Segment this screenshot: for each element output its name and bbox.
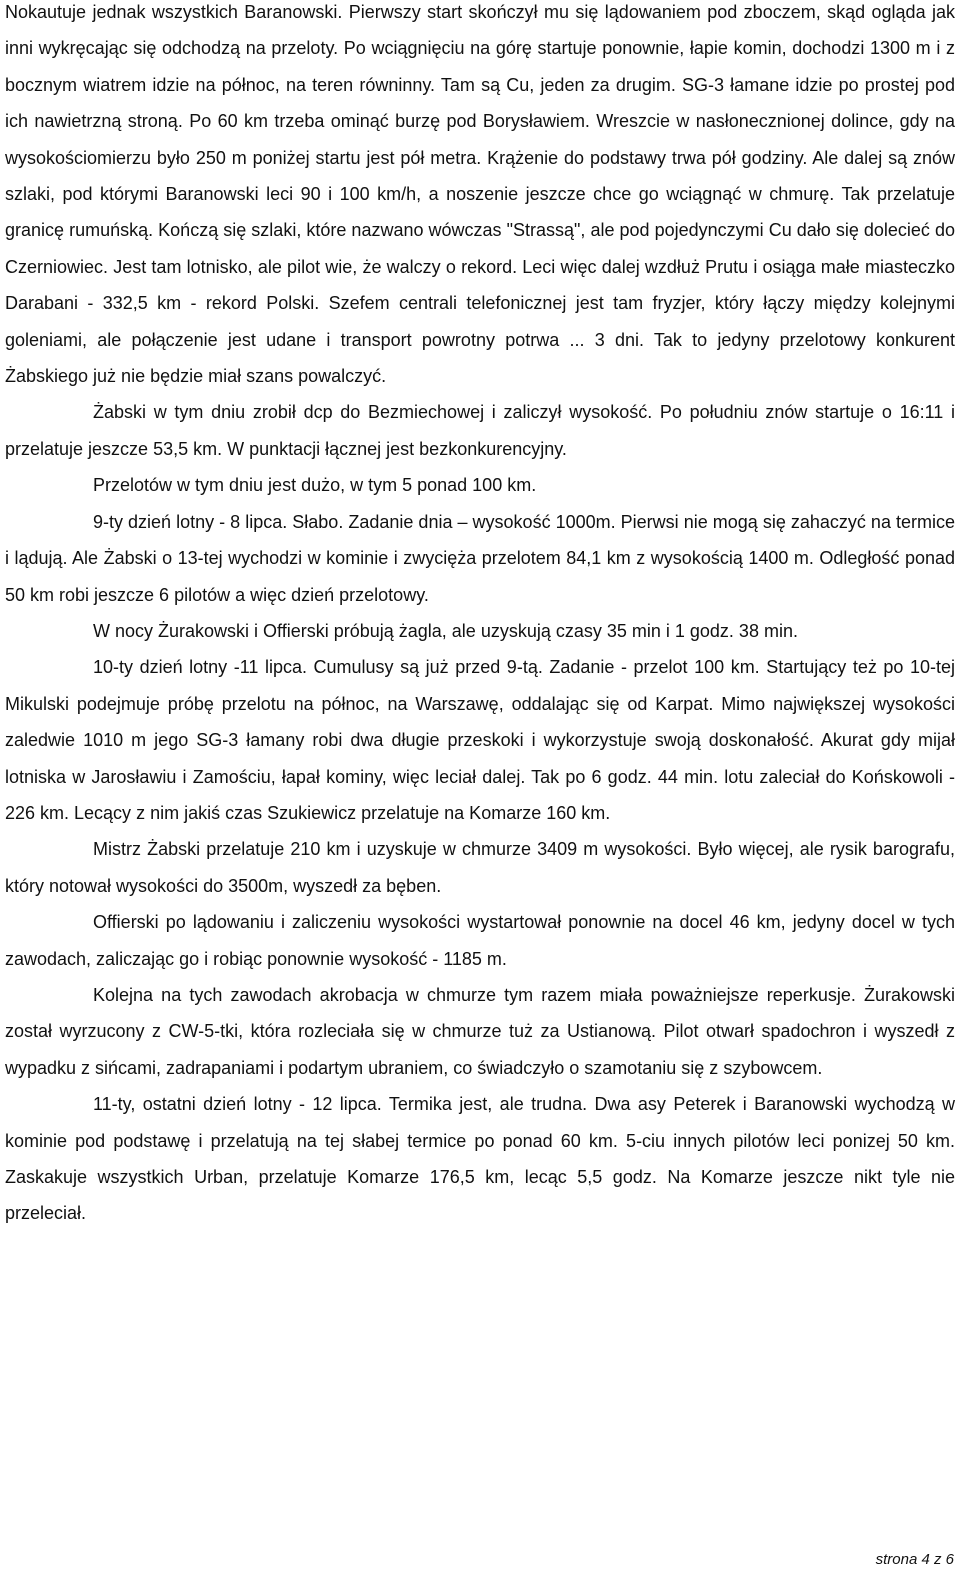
paragraph-zabski-dcp: Żabski w tym dniu zrobił dcp do Bezmiechowej i zaliczył wysokość. Po południu znów startuje o 16:11 i przelatuje jeszcze 53,5 km. W punktacji łącznej jest bezkonkurencyjny. xyxy=(5,402,955,459)
paragraph-baranowski-flight: Nokautuje jednak wszystkich Baranowski. Pierwszy start skończył mu się lądowaniem pod zboczem, skąd ogląda jak inni wykręcając się odchodzą na przeloty. Po wciągnięciu na górę startuje ponownie, łapie komin, dochodzi 1300 m i z bocznym wiatrem idzie na północ, na teren równinny. Tam są Cu, jeden za drugim. SG-3 łamane idzie po prostej pod ich nawietrzną stroną. Po 60 km trzeba ominąć burzę pod Borysławiem. Wreszcie w nasłonecznionej dolince, gdy na wysokościomierzu było 250 m poniżej startu jest pół metra. Krążenie do podstawy trwa pół godziny. Ale dalej są znów szlaki, pod którymi Baranowski leci 90 i 100 km/h, a noszenie jeszcze chce go wciągnąć w chmurę. Tak przelatuje granicę rumuńską. Kończą się szlaki, które nazwano wówczas "Strassą", ale pod pojedynczymi Cu dało się dolecieć do Czerniowiec. Jest tam lotnisko, ale pilot wie, że walczy o rekord. Leci więc dalej wzdłuż Prutu i osiąga małe miasteczko Darabani - 332,5 km - rekord Polski. Szefem centrali telefonicznej jest tam fryzjer, który łączy między kolejnymi goleniami, ale połączenie jest udane i transport powrotny potrwa ... 3 dni. Tak to jedyny przelotowy konkurent Żabskiego już nie będzie miał szans powalczyć. xyxy=(5,2,955,387)
paragraph-cloud-aerobatics: Kolejna na tych zawodach akrobacja w chmurze tym razem miała poważniejsze reperkusje. Żurakowski został wyrzucony z CW-5-tki, która rozleciała się w chmurze tuż za Ustianową. Pilot otwarł spadochron i wyszedł z wypadku z sińcami, zadrapaniami i podartym ubraniem, co świadczyło o szamotaniu się z szybowcem. xyxy=(5,984,955,1078)
paragraph-flights-count: Przelotów w tym dniu jest dużo, w tym 5 ponad 100 km. xyxy=(93,475,537,496)
paragraph-offierski-docel: Offierski po lądowaniu i zaliczeniu wysokości wystartował ponownie na docel 46 km, jedyny docel w tych zawodach, zaliczając go i robiąc ponownie wysokość - 1185 m. xyxy=(5,912,955,969)
paragraph-zabski-altitude: Mistrz Żabski przelatuje 210 km i uzyskuje w chmurze 3409 m wysokości. Było więcej, ale rysik barografu, który notował wysokości do 3500m, wyszedł za bęben. xyxy=(5,839,955,896)
paragraph-day-11: 11-ty, ostatni dzień lotny - 12 lipca. Termika jest, ale trudna. Dwa asy Peterek i Baranowski wychodzą w kominie pod podstawę i przelatują na tej słabej termice po ponad 60 km. 5-ciu innych pilotów leci ponizej 50 km. Zaskakuje wszystkich Urban, przelatuje Komarze 176,5 km, lecąc 5,5 godz. Na Komarze jeszcze nikt tyle nie przeleciał. xyxy=(5,1094,955,1224)
paragraph-night-ridge: W nocy Żurakowski i Offierski próbują żagla, ale uzyskują czasy 35 min i 1 godz. 38 min. xyxy=(93,620,798,641)
paragraph-day-9: 9-ty dzień lotny - 8 lipca. Słabo. Zadanie dnia – wysokość 1000m. Pierwsi nie mogą się zahaczyć na termice i lądują. Ale Żabski o 13-tej wychodzi w kominie i zwycięża przelotem 84,1 km z wysokością 1400 m. Odległość ponad 50 km robi jeszcze 6 pilotów a więc dzień przelotowy. xyxy=(5,511,955,605)
paragraph-day-10: 10-ty dzień lotny -11 lipca. Cumulusy są już przed 9-tą. Zadanie - przelot 100 km. Startujący też po 10-tej Mikulski podejmuje próbę przelotu na północ, na Warszawę, oddalając się od Karpat. Mimo największej wysokości zaledwie 1010 m jego SG-3 łamany robi dwa długie przeskoki i wykorzystuje swoją doskonałość. Akurat gdy mijał lotniska w Jarosławiu i Zamościu, łapał kominy, więc leciał dalej. Tak po 6 godz. 44 min. lotu zaleciał do Końskowoli - 226 km. Lecący z nim jakiś czas Szukiewicz przelatuje na Komarze 160 km. xyxy=(5,657,955,823)
document-page xyxy=(5,0,955,1232)
page-number-footer: strona 4 z 6 xyxy=(875,1551,954,1568)
